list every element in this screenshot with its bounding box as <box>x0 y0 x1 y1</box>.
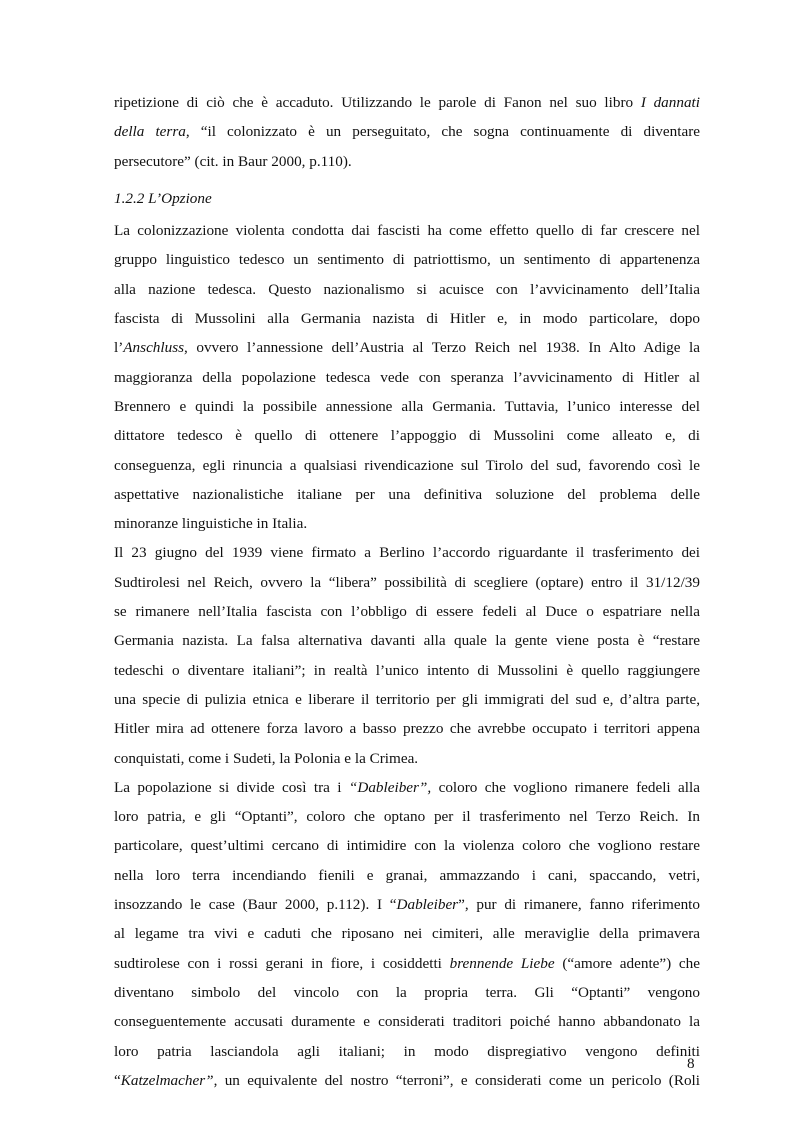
text-line: loro patria, e gli “Optanti”, coloro che optano per il trasferimento nel Terzo Reich. In <box>114 808 700 826</box>
text-line: Hitler mira ad ottenere forza lavoro a basso prezzo che avrebbe occupato i territori appena <box>114 720 700 738</box>
text-line: gruppo linguistico tedesco un sentimento di patriottismo, un sentimento di appartenenza <box>114 251 700 269</box>
section-heading: 1.2.2 L’Opzione <box>114 189 212 207</box>
text-line: maggioranza della popolazione tedesca vede con speranza l’avvicinamento di Hitler al <box>114 368 700 386</box>
text-line: fascista di Mussolini alla Germania nazista di Hitler e, in modo particolare, dopo <box>114 310 700 328</box>
text-line: ripetizione di ciò che è accaduto. Utilizzando le parole di Fanon nel suo libro I dannati <box>114 94 700 111</box>
text-line: La colonizzazione violenta condotta dai fascisti ha come effetto quello di far crescere nel <box>114 222 700 240</box>
text-line: nella loro terra incendiando fienili e granai, ammazzando i cani, spaccando, vetri, <box>114 866 700 884</box>
text-line: se rimanere nell’Italia fascista con l’obbligo di essere fedeli al Duce o espatriare nella <box>114 603 700 621</box>
text-line: Il 23 giugno del 1939 viene firmato a Berlino l’accordo riguardante il trasferimento dei <box>114 544 700 562</box>
paragraph-3 <box>114 773 700 1095</box>
text-line: sudtirolese con i rossi gerani in fiore, i cosiddetti brennende Liebe (“amore adente”) che <box>114 954 700 972</box>
text-line: minoranze linguistiche in Italia. <box>114 515 308 533</box>
text-line: La popolazione si divide così tra i “Dableiber”, coloro che vogliono rimanere fedeli alla <box>114 778 700 796</box>
text-line: insozzando le case (Baur 2000, p.112). I “Dableiber”, pur di rimanere, fanno riferimento <box>114 896 700 914</box>
text-line: della terra, “il colonizzato è un perseguitato, che sogna continuamente di diventare <box>114 123 700 141</box>
text-line: aspettative nazionalistiche italiane per una definitiva soluzione del problema delle <box>114 485 700 503</box>
text-line: alla nazione tedesca. Questo nazionalismo si acuisce con l’avvicinamento dell’Italia <box>114 280 700 298</box>
text-line: Brennero e quindi la possibile annessione alla Germania. Tuttavia, l’unico interesse del <box>114 397 700 415</box>
text-line: conseguentemente accusati duramente e considerati traditori poiché hanno abbandonato la <box>114 1013 700 1031</box>
text-line: “Katzelmacher”, un equivalente del nostro “terroni”, e considerati come un pericolo (Roli <box>114 1071 700 1089</box>
text-line: loro patria lasciandola agli italiani; in modo dispregiativo vengono definiti <box>114 1042 700 1060</box>
text-line: dittatore tedesco è quello di ottenere l’appoggio di Mussolini come alleato e, di <box>114 427 700 445</box>
paragraph-intro <box>114 88 700 176</box>
text-line: persecutore” (cit. in Baur 2000, p.110). <box>114 152 352 170</box>
text-line: tedeschi o diventare italiani”; in realtà l’unico intento di Mussolini è quello raggiungere <box>114 661 700 679</box>
text-line: Germania nazista. La falsa alternativa davanti alla quale la gente viene posta è “restare <box>114 632 700 650</box>
text-line: l’Anschluss, ovvero l’annessione dell’Austria al Terzo Reich nel 1938. In Alto Adige la <box>114 339 700 357</box>
text-line: conquistati, come i Sudeti, la Polonia e la Crimea. <box>114 749 419 767</box>
text-line: particolare, quest’ultimi cercano di intimidire con la violenza coloro che vogliono restare <box>114 837 700 855</box>
text-line: conseguenza, egli rinuncia a qualsiasi rivendicazione sul Tirolo del sud, favorendo così le <box>114 456 700 474</box>
paragraph-1 <box>114 216 700 538</box>
page-number: 8 <box>687 1055 695 1072</box>
text-line: Sudtirolesi nel Reich, ovvero la “libera” possibilità di scegliere (optare) entro il 31/12/39 <box>114 573 700 591</box>
paragraph-2 <box>114 538 700 772</box>
text-line: diventano simbolo del vincolo con la propria terra. Gli “Optanti” vengono <box>114 983 700 1001</box>
text-line: una specie di pulizia etnica e liberare il territorio per gli immigrati del sud e, d’altra parte, <box>114 690 700 708</box>
document-page <box>114 88 700 1095</box>
text-line: al legame tra vivi e caduti che riposano nei cimiteri, alle meraviglie della primavera <box>114 925 700 943</box>
